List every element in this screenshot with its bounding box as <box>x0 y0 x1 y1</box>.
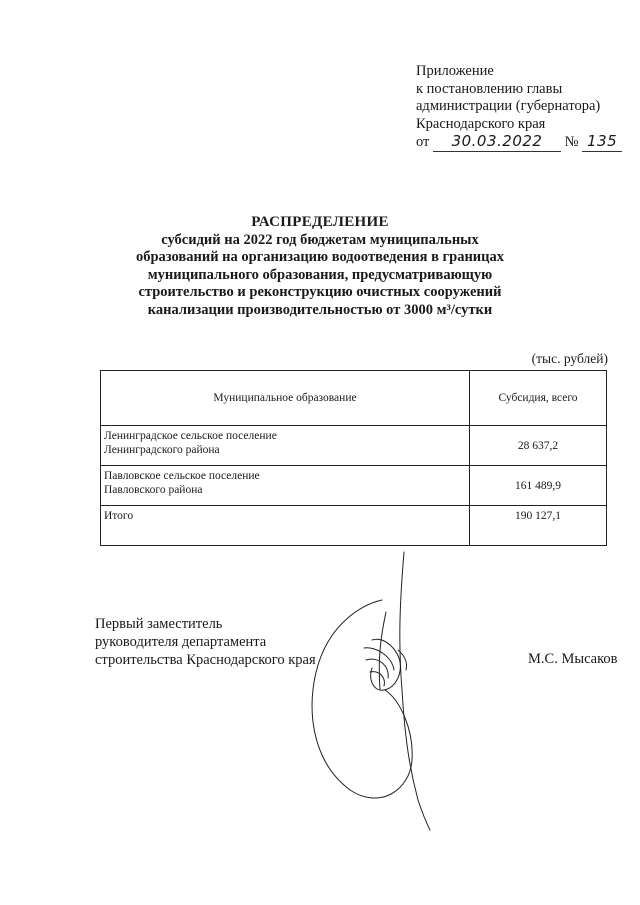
signatory-name: М.С. Мысаков <box>528 651 618 667</box>
title-line-1: субсидий на 2022 год бюджетам муниципальных <box>161 231 479 248</box>
title-line-4: строительство и реконструкцию очистных сооружений <box>138 284 502 300</box>
row-name-line-2: Ленинградского района <box>104 444 220 456</box>
table-row <box>101 426 607 466</box>
header-subsidy: Субсидия, всего <box>470 371 607 426</box>
row-amount: 161 489,9 <box>470 466 607 506</box>
document-title <box>120 214 520 319</box>
row-name-line-2: Павловского района <box>104 484 203 496</box>
row-name-line-1: Ленинградское сельское поселение <box>104 430 277 442</box>
number-prefix: № <box>564 134 579 150</box>
title-heading: РАСПРЕДЕЛЕНИЕ <box>251 214 389 230</box>
units-label: (тыс. рублей) <box>531 351 608 366</box>
row-name <box>101 426 470 466</box>
title-line-5: канализации производительностью от 3000 м³/сутки <box>147 301 493 318</box>
date-prefix: от <box>416 134 430 150</box>
appendix-block <box>416 63 622 152</box>
number-value: 135 <box>582 133 622 152</box>
appendix-line-2: к постановлению главы <box>416 80 563 97</box>
row-amount: 28 637,2 <box>470 426 607 466</box>
appendix-date-line <box>416 133 622 152</box>
table-header-row <box>101 371 607 426</box>
title-line-3: муниципального образования, предусматривающую <box>147 266 493 283</box>
signatory-line-1: Первый заместитель <box>95 616 223 632</box>
title-line-2: образований на организацию водоотведения в границах <box>135 249 505 265</box>
appendix-line-3: администрации (губернатора) <box>416 98 601 114</box>
appendix-line-1: Приложение <box>416 63 494 79</box>
appendix-line-4: Краснодарского края <box>416 115 546 132</box>
subsidy-table <box>100 370 607 546</box>
table-row <box>101 466 607 506</box>
date-value: 30.03.2022 <box>433 133 561 152</box>
table-total-row <box>101 506 607 546</box>
signatory-position <box>95 615 316 669</box>
total-label: Итого <box>101 506 470 546</box>
signatory-line-2: руководителя департамента <box>95 634 267 650</box>
total-amount: 190 127,1 <box>470 506 607 546</box>
signatory-line-3: строительства Краснодарского края <box>95 652 316 668</box>
row-name-line-1: Павловское сельское поселение <box>104 470 260 482</box>
header-municipality: Муниципальное образование <box>101 371 470 426</box>
row-name <box>101 466 470 506</box>
